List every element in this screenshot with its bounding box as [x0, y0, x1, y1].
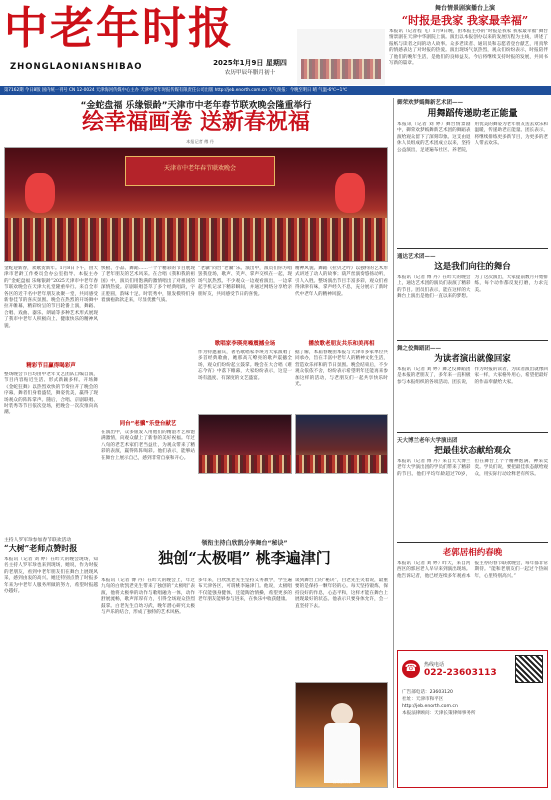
right-a4-kicker: 天大博兰老年大学演出团 — [397, 438, 458, 444]
right-a3-body: 本报讯（记者 刘 婷）舞之佼舞蹈团是本报的老朋友了，多年来一直积极参与本报组织的各项活动。团长说，作为时报的读者，为读者演出就像回家一样，大家格外用心，希望把最好的作品奉献给大家。 — [397, 367, 548, 385]
lead-column-4 — [295, 266, 388, 532]
lead-col2-text: 快板、小品、舞蹈……一个个精彩的节目展现了老年朋友的艺术风采。在合唱《我和我的祖国》中，演员们用饱满的激情唱出了对祖国的深情热爱。京剧联唱荟萃了多个经典唱段，字正腔圆，韵味十足。时装秀中，银发模特们身着旗袍款款走来，尽显优雅气质。 — [101, 266, 195, 304]
masthead-pinyin: ZHONGLAONIANSHIBAO — [10, 62, 143, 72]
right-a1-headline: 用舞蹈传递助老正能量 — [427, 109, 518, 119]
masthead-date-block — [205, 58, 295, 76]
right-a1-body: 本报讯（记者 刘 婷）舞台情景剧中，御荣欢梦嫣舞新艺术团的舞蹈表演给观众留下了深刻印象。这支由退休人员组成的艺术团成立以来，坚持公益演出，足迹遍布社区、养老院，用优美的舞姿为老年朋友送去欢乐和温暖，传递助老正能量。团长表示，将继续排练更多新节目，为更多的老人带去欢乐。 — [397, 122, 548, 153]
right-article-4 — [397, 436, 548, 540]
right-a1-kicker: 御荣欢梦嫣舞新艺术团—— — [397, 100, 464, 106]
legal-counsel: 本报法律顾问：天津长策律师事务所 — [402, 711, 476, 716]
right-a4-headline: 把最佳状态献给观众 — [434, 446, 511, 456]
side-bottom-body: 本报讯（记者 刘 婷）在昨天的晚会现场，知名主持人罗军珍也来到现场，她说，作为时报的老朋友，看到中老年朋友们在舞台上展现风采，感到由衷的高兴。她还特别点赞了时报多年来为中老年人服务所做的努力，希望时报越办越好。 — [4, 557, 98, 595]
bottom-photo — [295, 682, 388, 788]
website-url[interactable]: http://jeb.enorth.com.cn — [402, 704, 458, 709]
lunar-date: 农历甲辰年腊月初十 — [224, 70, 276, 76]
bottom-kicker: 领衔主持白欣凯分享舞台“秘诀” — [201, 540, 288, 547]
bottom-article-heads — [101, 538, 388, 574]
right-article-2 — [397, 252, 548, 338]
office-address: 社址：天津市和平区 — [402, 697, 444, 702]
right-a5-headline: 老郭居相约春晚 — [442, 548, 503, 558]
lead-col3-text-b: 作为特邀嘉宾，著名歌唱家李瑛为大家演唱了多首经典歌曲，她那高亢嘹亮的歌声震撼全场，观众们纷纷起立鼓掌。晚会在大合唱《难忘今宵》中落下帷幕，大家纷纷表示，这是一场有温度、有深度的文艺盛宴。 — [198, 350, 292, 381]
lead-headline: 绘幸福画卷 送新春祝福 — [82, 109, 310, 135]
lead-col2-subhead: 同台“老骥”乐登台献艺 — [119, 421, 177, 427]
lead-byline: 本报记者 傅 丹 — [186, 139, 214, 144]
right-a4-body: 本报讯（记者 傅 丹）来自天大博兰老年大学演出团的学员们带来了精彩的节目。他们平均年龄超过70岁，但在舞台上个个精神饱满、神采奕奕。学员们说，要把最佳状态献给观众，用实际行动诠释老有所乐。 — [397, 459, 548, 477]
right-a3-kicker: 舞之佼舞蹈团—— — [397, 346, 442, 352]
issue-date: 2025年1月9日 星期四 — [213, 59, 287, 67]
lead-col1-text: 金蛇迎新春，欢歌贺新年。1月8日下午，由天津市老龄工作委员会办公室指导、本报主办的“金蛇盘福 乐缘银龄”2025天津市中老年春节联欢晚会在天津大礼堂隆重举行。来自全市各区的近千名中老年朋友欢聚一堂，共同感受新春佳节的喜庆氛围。晚会在热烈的开场舞中拉开帷幕，精彩纷呈的节目轮番上演，舞蹈、合唱、戏曲、器乐、朗诵等多种艺术形式展现了我市中老年人积极向上、健康快乐的精神风貌。 — [4, 266, 98, 329]
lead-photo-banner: 天津市中老年春节联欢晚会 — [163, 165, 236, 172]
right-a5-body: 本报讯（记者 刘 婷）昨天，来自河西区的郭居老人早早来到演出现场。他告诉记者，他已经连续多年观看本报主办的春节联欢晚会，每年都非常期待。“能和老朋友们一起过个热闹年，心里特别高兴。” — [397, 561, 548, 579]
lead-col4-text: 精神风貌。舞蹈《拉贝之吟》以独特的艺术形式讲述了动人的故事；葫芦丝演奏悠扬动听，引人入胜。整场演出节目丰富多彩，观众们看得津津有味，掌声经久不息，充分展示了新时代中老年人的精神风貌。 — [295, 266, 388, 297]
hotline-number: 022-23603113 — [424, 667, 497, 678]
lead-col2-text-b: 在演出中，众多银发人用他们的精湛才艺和饱满激情，向观众献上了新春的美好祝福。年过八旬的老艺术家们老当益壮，为观众带来了精彩的表演，赢得阵阵喝彩。他们表示，能够站在舞台上展示自己，感到非常自豪和开心。 — [101, 430, 195, 461]
hotline-label: 热线电话 — [424, 661, 445, 668]
lead-column-3 — [198, 266, 292, 532]
bottom-headline: 独创“太极唱” 桃李遍津门 — [158, 549, 331, 567]
top-teaser-body: 本报讯（记者程 飞）1月9日晚，由本报主办的“时报是我家 我家最幸福”舞台情景剧在天津中华剧院上演。演出以本报创办以来的发展历程为主线，讲述了报纸与读者之间的动人故事。众多老读者、通讯员和志愿者登台献艺，用真挚的情感表达了对时报的热爱。演出现场气氛热烈，观众们纷纷表示，时报陪伴了他们的晚年生活，是他们的良师益友。今后将继续支持时报的发展，共同书写新的篇章。 — [389, 29, 548, 67]
right-article-3 — [397, 344, 548, 430]
bottom-body-2: 多年来，白欣凯老先生坚持义务教学，学生遍布天津各区，可谓桃李遍津门。他说，太极唱不仅能强身健体，还能陶冶情操，希望更多的老年朋友能够参与进来，在快乐中收获健康。 — [198, 578, 292, 603]
right-a3-headline: 为读者演出就像回家 — [434, 354, 511, 364]
lead-photo — [4, 147, 388, 262]
lead-col3-subhead: 歌唱家李瑛亮嗓震撼全场 — [214, 341, 276, 347]
right-a2-kicker: 通达艺术团—— — [397, 254, 436, 260]
right-article-5 — [397, 546, 548, 646]
bottom-photo-caption: 白欣凯表演 — [332, 779, 353, 784]
lead-eyebrow: “金蛇盘福 乐缘银龄”天津市中老年春节联欢晚会隆重举行 — [80, 101, 312, 111]
bottom-body-1: 本报讯（记者 傅 丹）在昨天的晚会上，年过九旬的白欣凯老先生带来了独创的“太极唱”表演，他将太极拳的动作与歌唱融为一体，动作舒展流畅，歌声浑厚有力，引得全场观众热烈鼓掌。白老先生自幼习武，晚年潜心研究太极与声乐的结合，形成了独特的艺术风格。 — [101, 578, 195, 616]
lead-column-1 — [4, 266, 98, 532]
ad-telephone: 广告部电话：23603120 — [402, 690, 453, 695]
masthead-title: 中老年时报 — [4, 3, 234, 54]
lead-col1-text-b: 整场晚会节目均由中老年文艺团队自编自演，节目内容贴近生活、形式新颖多样。开场舞《金蛇狂舞》以热烈欢快的节奏拉开了晚会的序幕，舞者们身着盛装，舞姿优美，赢得了现场观众的阵阵掌声。随后，合唱、京剧联唱、时装秀等节目依次登场，把晚会一次次推向高潮。 — [4, 372, 98, 416]
bottom-body-3: 谈到舞台上的“秘诀”，白老先生笑着说，最重要的是保持一颗年轻的心。每天坚持锻炼，保持良好的作息，心态平和，这样才能在舞台上展现最好的状态。他表示只要身体允许，会一直坚持下去。 — [295, 578, 388, 609]
right-a2-headline: 这是我们向往的舞台 — [434, 262, 511, 272]
issue-info-bar: 第7162期 今日8版 国内统一刊号 CN 12-0024 天津海河传媒中心主办 天津中老年时报传媒有限责任公司出版 http://jeb.enorth.com.cn 天气预报：今晚至明日 晴 气温-6℃~1℃ — [0, 86, 551, 95]
lead-column-2 — [101, 266, 195, 532]
lead-photo-small-2 — [295, 414, 388, 474]
lead-col4-text-b: 据了解，本届春晚由本报与天津市多家单位共同承办，旨在丰富中老年人的精神文化生活，营造欢乐祥和的节日氛围。晚会结束后，不少观众依依不舍，纷纷表示希望明年还能再来参加这样的活动，与老朋友们一起共享快乐时光。 — [295, 350, 388, 388]
side-bottom-article — [4, 536, 98, 786]
top-teaser — [382, 3, 548, 25]
top-teaser-headline: “时报是我家 我家最幸福” — [401, 14, 529, 27]
right-article-1 — [397, 98, 548, 246]
side-bottom-kicker: 主持人罗军珍参加春节联欢活动 — [4, 538, 72, 543]
lead-col4-subhead: 播放歌老朋友共乐和美再相 — [308, 341, 375, 347]
footer-info-box — [397, 650, 548, 788]
lead-col3-text: “老骥”同台“老骥”乐。演出中，演员们你方唱罢我登场，歌声、笑声、掌声交织在一起，现场气氛热烈。不少观众一边观看演出，一边拿起手机记录下精彩瞬间，并通过网络分享给亲朋好友，共同感受节日的喜悦。 — [198, 266, 292, 297]
right-a2-body: 本报讯（记者 傅 丹）在昨天的晚会上，通达艺术团的演员们表演了精彩的节目。团员们表示，能在这样的大舞台上演出是他们一直以来的梦想。为了这次演出，大家提前数月开始排练，每个动作都反复打磨，力求完美。 — [397, 275, 548, 300]
side-bottom-headline: “大树”老师点赞时报 — [4, 543, 78, 553]
top-teaser-kicker: 舞台情景剧演播台上演 — [434, 5, 495, 12]
qr-code-icon — [515, 655, 543, 683]
lead-photo-small-1 — [198, 414, 292, 474]
phone-icon: ☎ — [402, 660, 420, 678]
lead-col1-subhead: 精彩节目赢得喝彩声 — [26, 363, 76, 369]
top-teaser-photo — [297, 29, 385, 85]
